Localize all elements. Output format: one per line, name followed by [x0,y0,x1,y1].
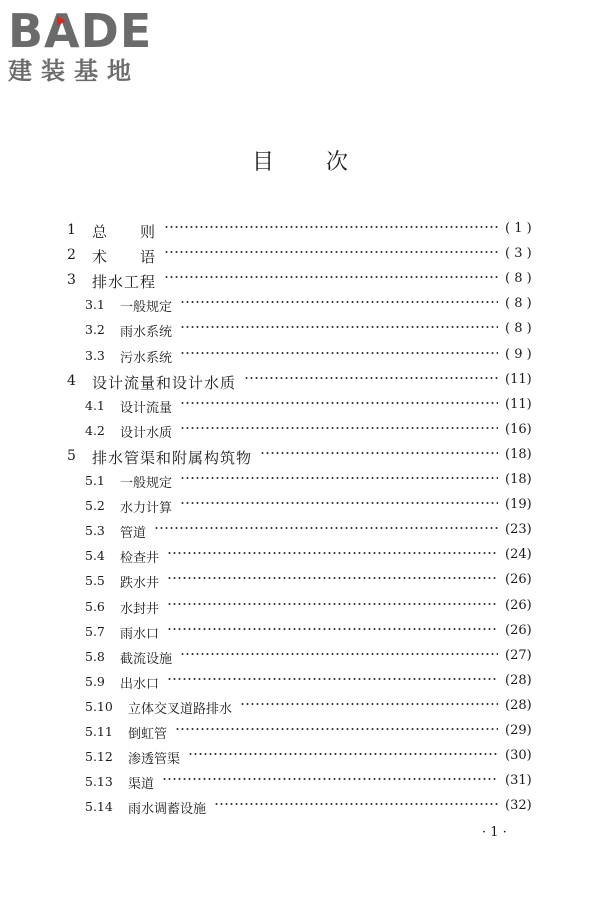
toc-entry-number: 2 [67,247,76,264]
toc-entry[interactable] [0,570,600,595]
toc-entry[interactable] [0,244,600,269]
toc-entry-page: (16) [505,421,532,437]
toc-entry[interactable] [0,721,600,746]
toc-entry-page: (26) [505,597,532,613]
toc-entry-page: ( 9 ) [505,346,532,362]
toc-entry-label: 跌水井 [120,576,160,592]
toc-entry-number: 3.2 [85,322,105,338]
toc-leader-dots [180,427,498,429]
toc-leader-dots [188,753,498,755]
toc-entry-page: (29) [505,723,532,738]
publisher-logo [8,4,153,86]
toc-entry[interactable] [0,596,600,621]
toc-leader-dots [167,603,498,605]
logo-wordmark: BADE [8,4,153,58]
toc-entry[interactable] [0,219,600,244]
toc-entry-number: 5.7 [85,623,105,639]
toc-entry[interactable] [0,420,600,445]
toc-leader-dots [162,778,498,780]
toc-entry-number: 5.10 [85,698,113,714]
page-title [0,145,600,176]
toc-entry-page: (26) [505,622,532,638]
toc-leader-dots [167,628,498,630]
toc-entry[interactable] [0,696,600,721]
toc-entry-number: 4 [67,372,76,389]
toc-entry-page: ( 8 ) [505,296,532,312]
toc-entry-page: ( 8 ) [505,271,532,287]
toc-entry-number: 3.1 [85,297,105,313]
toc-leader-dots [260,452,498,454]
toc-entry-label: 出水口 [120,676,160,692]
logo-subtitle: 建装基地 [8,57,140,85]
toc-entry[interactable] [0,771,600,796]
toc-entry-page: ( 8 ) [505,321,532,337]
toc-entry[interactable] [0,545,600,570]
toc-entry-page: (18) [505,446,532,462]
toc-entry-number: 5.2 [85,498,105,514]
toc-entry-label: 设计流量 [120,400,173,416]
toc-entry-label: 雨水系统 [120,325,173,341]
toc-entry-number: 5.12 [85,749,113,765]
toc-entry[interactable] [0,621,600,646]
toc-entry-page: (31) [505,773,532,789]
toc-leader-dots [180,301,498,303]
toc-entry-page: (30) [505,748,532,764]
toc-entry-number: 5.1 [85,473,105,488]
toc-entry-number: 4.2 [85,422,105,438]
toc-entry-page: (28) [505,672,532,688]
toc-entry-page: ( 3 ) [505,246,532,262]
toc-entry-number: 4.1 [85,397,105,413]
toc-entry-label: 总 则 [92,223,157,241]
title-char-1: 目 [251,150,274,175]
toc-entry-number: 5.8 [85,648,105,664]
toc-entry-number: 3 [67,272,76,289]
toc-entry-number: 5.6 [85,598,105,614]
toc-entry[interactable] [0,520,600,545]
toc-entry-page: (18) [505,472,532,487]
toc-entry-label: 检查井 [120,551,160,567]
toc-entry-label: 雨水口 [120,626,160,642]
toc-entry-label: 倒虹管 [128,727,168,742]
toc-leader-dots [164,276,498,278]
toc-leader-dots [164,251,498,253]
toc-entry[interactable] [0,370,600,395]
toc-leader-dots [180,326,498,328]
toc-entry-label: 水封井 [120,601,160,617]
toc-leader-dots [164,226,498,228]
toc-entry-page: (27) [505,647,532,663]
toc-entry-page: (23) [505,522,532,538]
toc-entry-label: 一般规定 [120,476,173,491]
toc-entry-label: 水力计算 [120,501,173,517]
toc-entry-page: (32) [505,798,532,814]
toc-entry-label: 渗透管渠 [128,752,181,768]
toc-entry-label: 立体交叉道路排水 [128,701,233,717]
toc-entry-page: (11) [505,396,532,412]
toc-entry[interactable] [0,796,600,821]
toc-leader-dots [244,377,498,379]
toc-leader-dots [180,352,498,354]
toc-entry-number: 5 [67,447,76,464]
toc-entry-page: (11) [505,371,532,387]
toc-entry-label: 雨水调蓄设施 [128,802,207,818]
toc-entry-label: 一般规定 [120,300,173,316]
toc-entry-label: 截流设施 [120,651,173,667]
toc-entry-label: 管道 [120,526,147,542]
toc-leader-dots [167,552,498,554]
title-char-2: 次 [326,150,349,175]
toc-entry-number: 5.3 [85,523,105,539]
toc-leader-dots [180,402,498,404]
toc-leader-dots [154,527,498,529]
toc-leader-dots [180,502,498,504]
toc-entry-label: 排水工程 [92,273,157,292]
toc-entry[interactable] [0,319,600,344]
toc-leader-dots [175,728,498,730]
toc-entry-number: 5.5 [85,573,105,589]
toc-entry[interactable] [0,445,600,470]
toc-entry-number: 5.9 [85,673,105,689]
toc-entry-label: 设计流量和设计水质 [92,373,237,392]
toc-entry-page: ( 1 ) [505,221,532,236]
toc-entry-label: 排水管渠和附属构筑物 [92,448,253,467]
toc-entry-label: 术 语 [92,248,157,267]
toc-entry-number: 5.14 [85,799,113,815]
toc-entry[interactable] [0,470,600,495]
toc-entry-label: 污水系统 [120,350,173,366]
toc-leader-dots [167,577,498,579]
toc-entry-number: 3.3 [85,347,105,363]
toc-entry[interactable] [0,345,600,370]
toc-entry-label: 设计水质 [120,425,173,441]
toc-entry-number: 5.4 [85,548,105,564]
toc-leader-dots [167,678,498,680]
toc-entry-page: (28) [505,697,532,713]
toc-entry[interactable] [0,294,600,319]
toc-entry-page: (24) [505,547,532,563]
logo-flag-icon [57,16,66,26]
toc-leader-dots [240,703,498,705]
toc-entry-page: (19) [505,497,532,513]
toc-entry[interactable] [0,395,600,420]
toc-entry-label: 渠道 [128,777,155,793]
toc-entry-page: (26) [505,572,532,588]
toc-leader-dots [180,477,498,479]
toc-entry[interactable] [0,269,600,294]
toc-entry[interactable] [0,671,600,696]
page-number: · 1 · [482,825,507,840]
toc-leader-dots [180,653,498,655]
toc-entry-number: 5.13 [85,774,113,790]
toc-leader-dots [214,803,498,805]
toc-entry[interactable] [0,495,600,520]
toc-entry[interactable] [0,646,600,671]
toc-entry[interactable] [0,746,600,771]
toc-entry-number: 1 [67,222,76,238]
toc-entry-number: 5.11 [85,724,113,739]
